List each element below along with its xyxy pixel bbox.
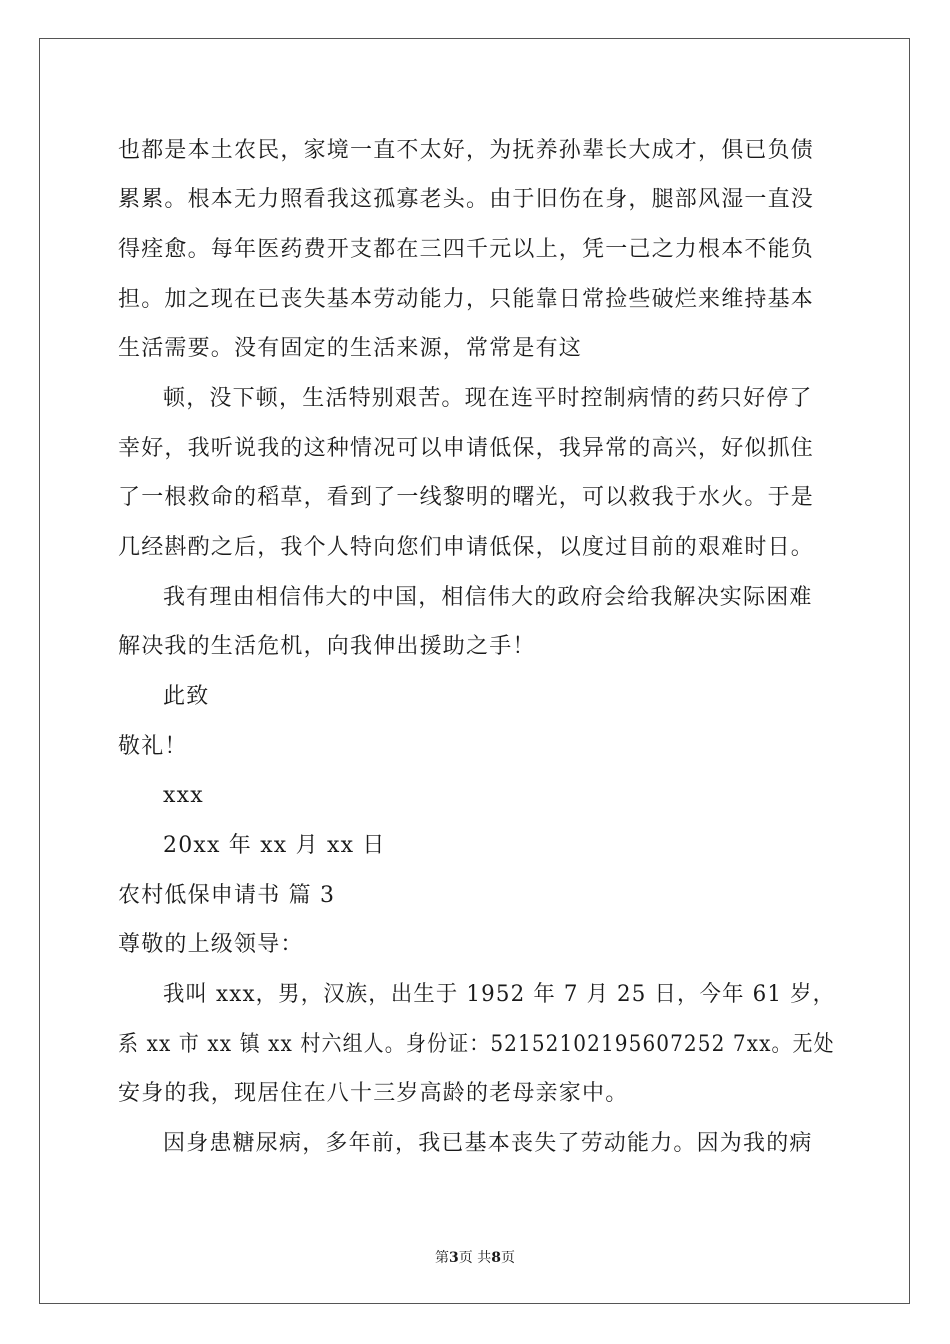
signature-date: 20xx 年 xx 月 xx 日 (163, 833, 386, 858)
page-frame (39, 38, 910, 1304)
text-line-1: 也都是本土农民，家境一直不太好，为抚养孙辈长大成才，俱已负债 (118, 138, 815, 163)
text-line-10: 我有理由相信伟大的中国，相信伟大的政府会给我解决实际困难 (163, 585, 813, 610)
text-line-18: 我叫 xxx，男，汉族，出生于 1952 年 7 月 25 日，今年 61 岁， (163, 982, 836, 1007)
salutation-closing: 此致 (163, 684, 210, 709)
current-page-number: 3 (449, 1250, 459, 1266)
text-line-6: 顿，没下顿，生活特别艰苦。现在连平时控制病情的药只好停了 (163, 386, 813, 411)
page-footer (0, 1250, 950, 1266)
text-line-9: 几经斟酌之后，我个人特向您们申请低保，以度过目前的艰难时日。 (118, 535, 815, 560)
text-line-5: 生活需要。没有固定的生活来源，常常是有这 (118, 336, 583, 361)
footer-suffix: 页 (500, 1250, 515, 1266)
section-title: 农村低保申请书 篇 3 (118, 883, 336, 908)
text-line-19: 系 xx 市 xx 镇 xx 村六组人。身份证：52152102195607252 7xx。无处 (118, 1032, 835, 1057)
text-line-21: 因身患糖尿病，多年前，我已基本丧失了劳动能力。因为我的病 (163, 1131, 813, 1156)
text-line-7: 幸好，我听说我的这种情况可以申请低保，我异常的高兴，好似抓住 (118, 436, 815, 461)
salutation-regards: 敬礼！ (118, 734, 188, 759)
signature-name: xxx (163, 783, 204, 808)
text-line-3: 得痊愈。每年医药费开支都在三四千元以上，凭一己之力根本不能负 (118, 237, 815, 262)
greeting: 尊敬的上级领导： (118, 932, 304, 957)
text-line-20: 安身的我，现居住在八十三岁高龄的老母亲家中。 (118, 1081, 629, 1106)
footer-middle: 页 共 (458, 1250, 492, 1266)
footer-prefix: 第 (435, 1250, 450, 1266)
text-line-11: 解决我的生活危机，向我伸出援助之手！ (118, 634, 536, 659)
total-pages-number: 8 (491, 1250, 501, 1266)
text-line-2: 累累。根本无力照看我这孤寡老头。由于旧伤在身，腿部风湿一直没 (118, 187, 815, 212)
text-line-8: 了一根救命的稻草，看到了一线黎明的曙光，可以救我于水火。于是 (118, 485, 815, 510)
text-line-4: 担。加之现在已丧失基本劳动能力，只能靠日常捡些破烂来维持基本 (118, 287, 815, 312)
